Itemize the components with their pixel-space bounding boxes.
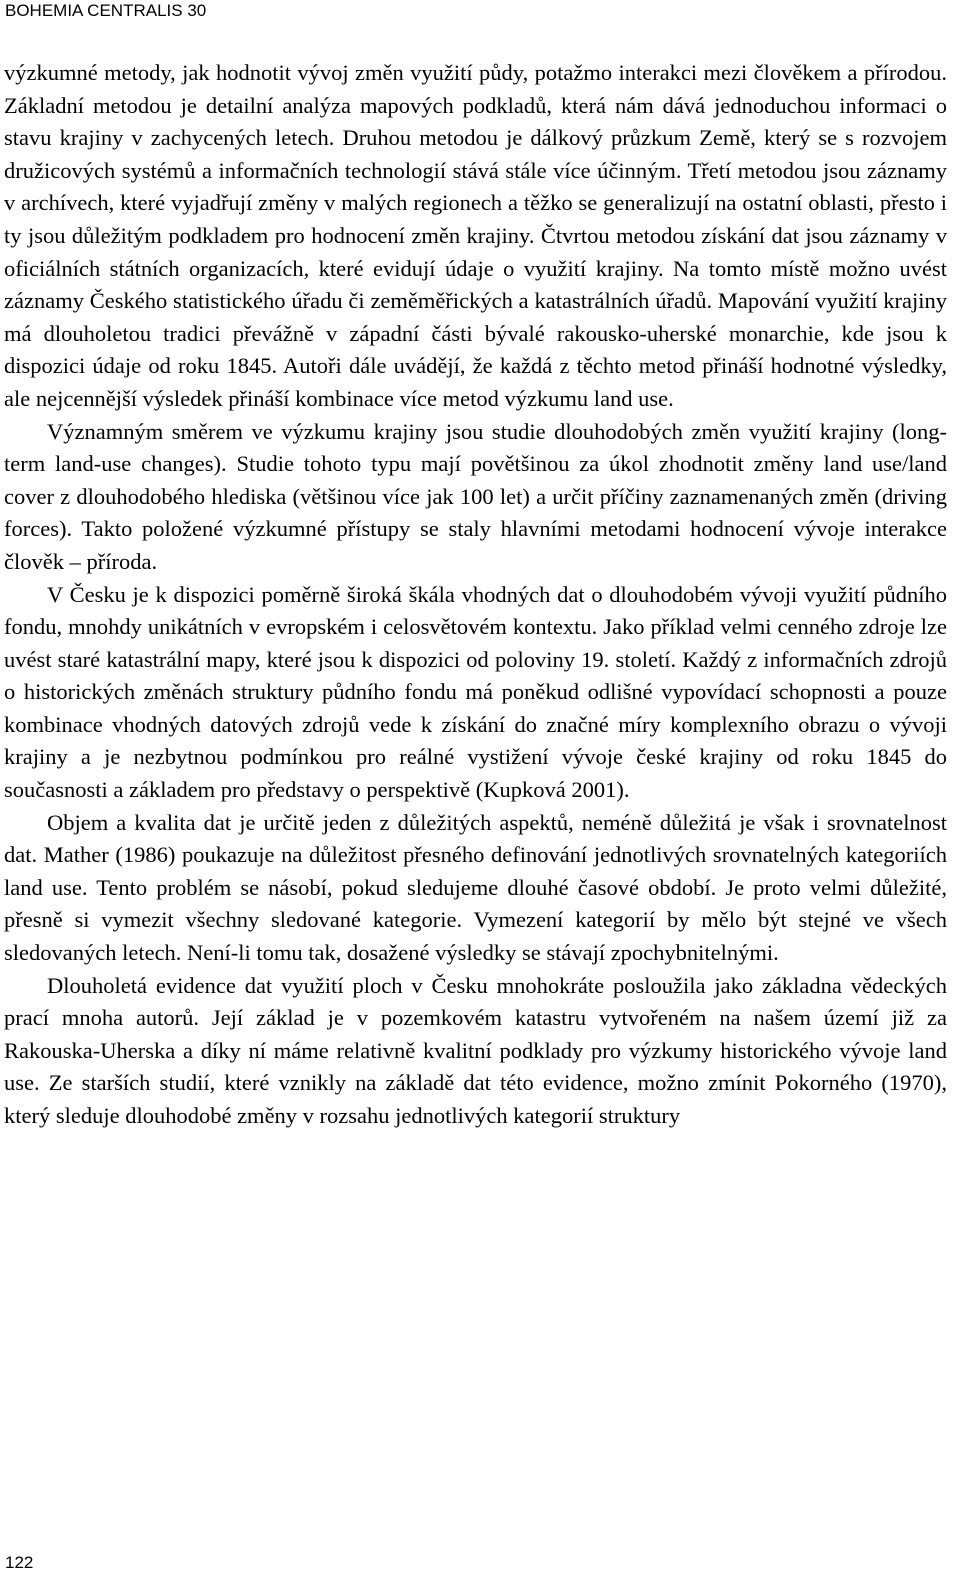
paragraph-2: Významným směrem ve výzkumu krajiny jsou studie dlouhodobých změn využití krajiny (long-term land-use changes). Studie tohoto typu mají povětšinou za úkol zhodnotit změny land use/land cover z dlouhodobého hlediska (většinou více jak 100 let) a určit příčiny zaznamenaných změn (driving forces). Takto položené výzkumné přístupy se staly hlavními metodami hodnocení vývoje interakce člověk – příroda.	[4, 418, 947, 574]
body-text	[4, 57, 947, 1133]
paragraph-4: Objem a kvalita dat je určitě jeden z důležitých aspektů, neméně důležitá je však i srovnatelnost dat. Mather (1986) poukazuje na důležitost přesného definování jednotlivých srovnatelných kategoriích land use. Tento problém se násobí, pokud sledujeme dlouhé časové období. Je proto velmi důležité, přesně si vymezit všechny sledované kategorie. Vymezení kategorií by mělo být stejné ve všech sledovaných letech. Není-li tomu tak, dosažené výsledky se stávají zpochybnitelnými.	[4, 809, 947, 966]
paragraph-5: Dlouholetá evidence dat využití ploch v Česku mnohokráte posloužila jako základna vědeckých prací mnoha autorů. Její základ je v pozemkovém katastru vytvořeném na našem území již za Rakouska-Uherska a díky ní máme relativně kvalitní podklady pro výzkumy historického vývoje land use. Ze starších studií, které vznikly na základě dat této evidence, možno zmínit Pokorného (1970), který sleduje dlouhodobé změny v rozsahu jednotlivých kategorií struktury	[4, 972, 947, 1128]
paragraph-1: výzkumné metody, jak hodnotit vývoj změn využití půdy, potažmo interakci mezi člověkem a přírodou. Základní metodou je detailní analýza mapových podkladů, která nám dává jednoduchou informaci o stavu krajiny v zachycených letech. Druhou metodou je dálkový průzkum Země, který se s rozvojem družicových systémů a informačních technologií stává stále více účinným. Třetí metodou jsou záznamy v archívech, které vyjadřují změny v malých regionech a těžko se generalizují na ostatní oblasti, přesto i ty jsou důležitým podkladem pro hodnocení změn krajiny. Čtvrtou metodou získání dat jsou záznamy v oficiálních státních organizacích, které evidují údaje o využití krajiny. Na tomto místě možno uvést záznamy Českého statistického úřadu či zeměměřických a katastrálních úřadů. Mapování využití krajiny má dlouholetou tradici převážně v západní části bývalé rakousko-uherské monarchie, kde jsou k dispozici údaje od roku 1845. Autoři dále uvádějí, že každá z těchto metod přináší hodnotné výsledky, ale nejcennější výsledek přináší kombinace více metod výzkumu land use.	[4, 60, 947, 411]
paragraph-3: V Česku je k dispozici poměrně široká škála vhodných dat o dlouhodobém vývoji využití půdního fondu, mnohdy unikátních v evropském i celosvětovém kontextu. Jako příklad velmi cenného zdroje lze uvést staré katastrální mapy, které jsou k dispozici od poloviny 19. století. Každý z informačních zdrojů o historických změnách struktury půdního fondu má poněkud odlišné vypovídací schopnosti a pouze kombinace vhodných datových zdrojů vede k získání do značné míry komplexního obrazu o vývoji krajiny a je nezbytnou podmínkou pro reálné vystižení vývoje české krajiny od roku 1845 do současnosti a základem pro představy o perspektivě (Kupková 2001).	[4, 581, 947, 803]
page-number: 122	[5, 1553, 34, 1572]
running-header: BOHEMIA CENTRALIS 30	[5, 1, 207, 20]
